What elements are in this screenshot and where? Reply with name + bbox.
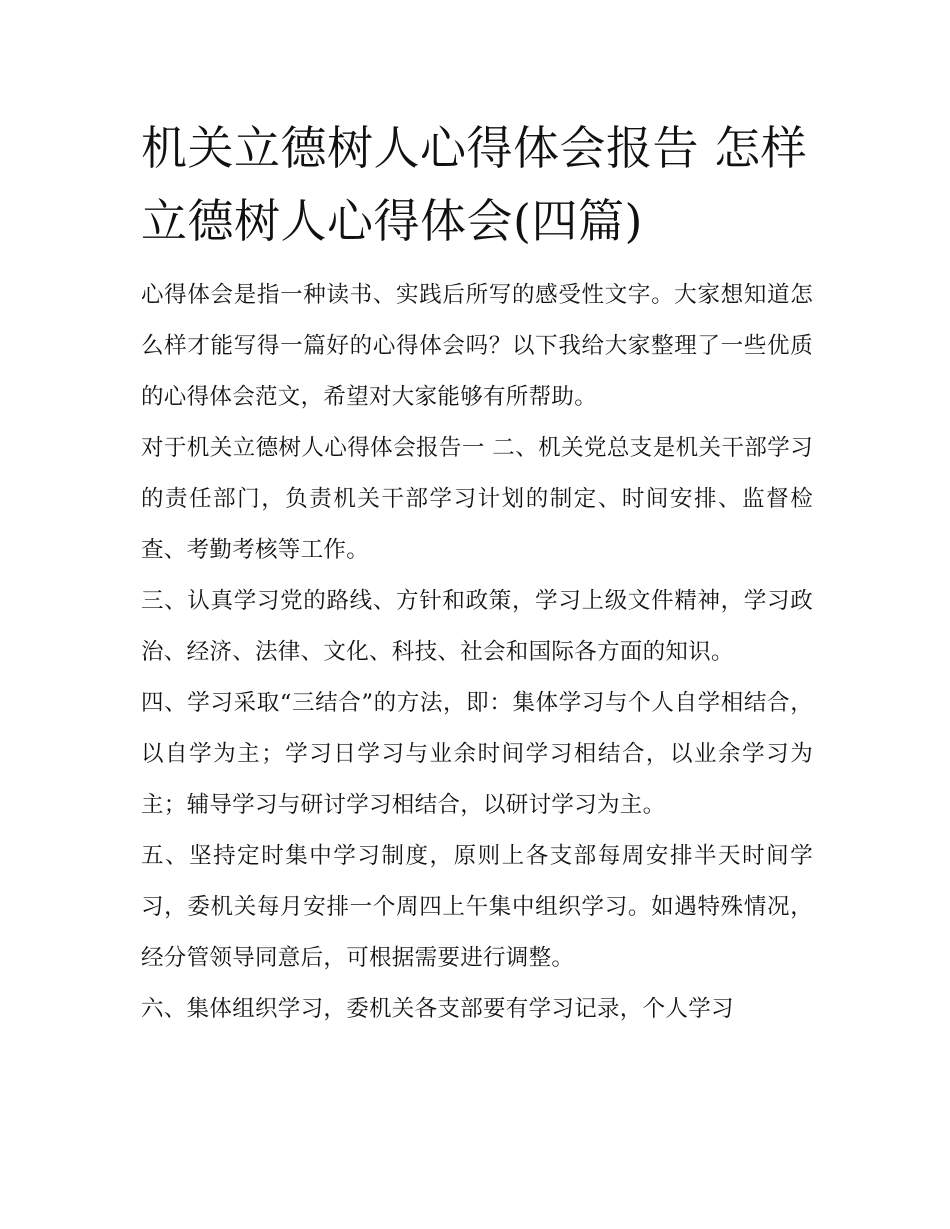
document-page bbox=[141, 112, 813, 1035]
paragraph-item-3: 三、认真学习党的路线、方针和政策，学习上级文件精神，学习政治、经济、法律、文化、科技、社会和国际各方面的知识。 bbox=[141, 588, 813, 665]
paragraph-item-6: 六、集体组织学习，委机关各支部要有学习记录，个人学习 bbox=[141, 996, 734, 1022]
paragraph-item-5: 五、坚持定时集中学习制度，原则上各支部每周安排半天时间学习，委机关每月安排一个周四上午集中组织学习。如遇特殊情况，经分管领导同意后，可根据需要进行调整。 bbox=[141, 843, 813, 971]
document-title: 机关立德树人心得体会报告 怎样立德树人心得体会(四篇) bbox=[141, 121, 808, 248]
paragraph-item-4: 四、学习采取“三结合”的方法，即：集体学习与个人自学相结合，以自学为主；学习日学习与业余时间学习相结合，以业余学习为主；辅导学习与研讨学习相结合，以研讨学习为主。 bbox=[141, 690, 813, 818]
paragraph-intro: 心得体会是指一种读书、实践后所写的感受性文字。大家想知道怎么样才能写得一篇好的心得体会吗？以下我给大家整理了一些优质的心得体会范文，希望对大家能够有所帮助。 bbox=[141, 282, 813, 410]
paragraph-item-2: 对于机关立德树人心得体会报告一 二、机关党总支是机关干部学习的责任部门，负责机关干部学习计划的制定、时间安排、监督检查、考勤考核等工作。 bbox=[141, 435, 813, 563]
